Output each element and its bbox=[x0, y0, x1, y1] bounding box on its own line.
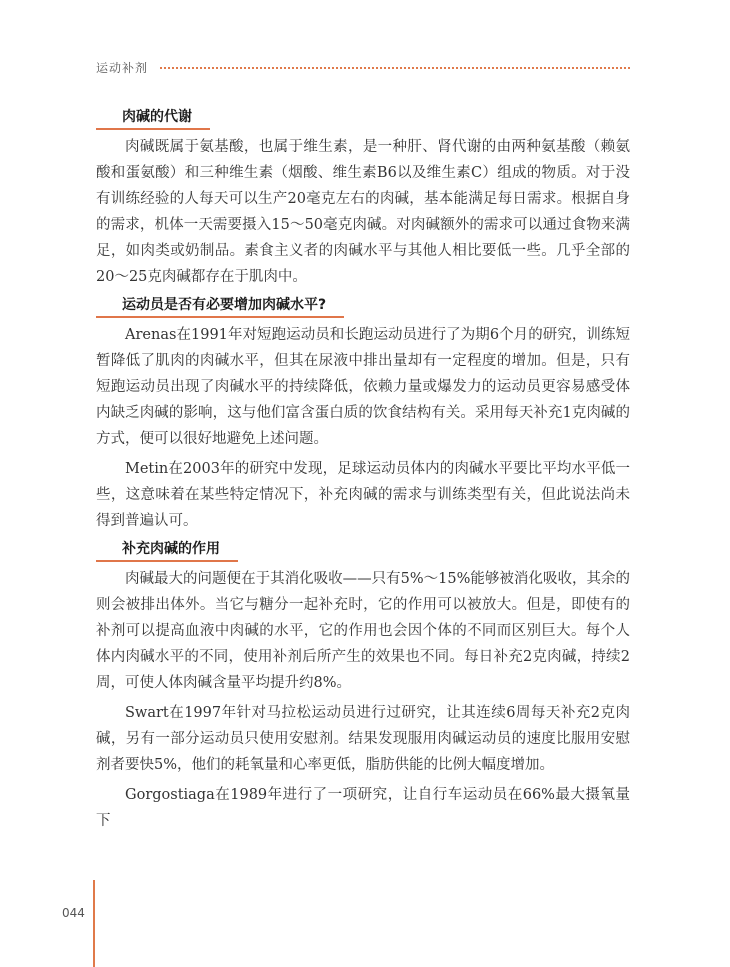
footer-vertical-rule bbox=[93, 880, 95, 967]
section-effects bbox=[96, 538, 630, 834]
section-title: 肉碱的代谢 bbox=[96, 108, 210, 130]
running-header bbox=[96, 60, 630, 76]
header-title: 运动补剂 bbox=[96, 61, 149, 75]
page-body bbox=[96, 106, 630, 838]
page-number: 044 bbox=[62, 906, 85, 920]
section-necessity bbox=[96, 294, 630, 534]
section-metabolism bbox=[96, 106, 630, 290]
paragraph: Gorgostiaga在1989年进行了一项研究，让自行车运动员在66%最大摄氧量下 bbox=[96, 787, 630, 829]
paragraph: Swart在1997年针对马拉松运动员进行过研究，让其连续6周每天补充2克肉碱，另有一部分运动员只使用安慰剂。结果发现服用肉碱运动员的速度比服用安慰剂者要快5%，他们的耗氧量和心率更低，脂肪供能的比例大幅度增加。 bbox=[96, 705, 630, 773]
paragraph: Metin在2003年的研究中发现，足球运动员体内的肉碱水平要比平均水平低一些，这意味着在某些特定情况下，补充肉碱的需求与训练类型有关，但此说法尚未得到普遍认可。 bbox=[96, 461, 630, 529]
paragraph: 肉碱既属于氨基酸，也属于维生素，是一种肝、肾代谢的由两种氨基酸（赖氨酸和蛋氨酸）和三种维生素（烟酸、维生素B6以及维生素C）组成的物质。对于没有训练经验的人每天可以生产20毫克左右的肉碱，基本能满足每日需求。根据自身的需求，机体一天需要摄入15～50毫克肉碱。对肉碱额外的需求可以通过食物来满足，如肉类或奶制品。素食主义者的肉碱水平与其他人相比要低一些。几乎全部的20～25克肉碱都存在于肌肉中。 bbox=[96, 139, 630, 285]
header-dotted-rule bbox=[160, 67, 630, 69]
section-title: 补充肉碱的作用 bbox=[96, 540, 238, 562]
paragraph: 肉碱最大的问题便在于其消化吸收——只有5%～15%能够被消化吸收，其余的则会被排出体外。当它与糖分一起补充时，它的作用可以被放大。但是，即使有的补剂可以提高血液中肉碱的水平，它的作用也会因个体的不同而区别巨大。每个人体内肉碱水平的不同，使用补剂后所产生的效果也不同。每日补充2克肉碱，持续2周，可使人体肉碱含量平均提升约8%。 bbox=[96, 571, 630, 691]
section-title: 运动员是否有必要增加肉碱水平? bbox=[96, 296, 344, 318]
paragraph: Arenas在1991年对短跑运动员和长跑运动员进行了为期6个月的研究，训练短暂降低了肌肉的肉碱水平，但其在尿液中排出量却有一定程度的增加。但是，只有短跑运动员出现了肉碱水平的持续降低，依赖力量或爆发力的运动员更容易感受体内缺乏肉碱的影响，这与他们富含蛋白质的饮食结构有关。采用每天补充1克肉碱的方式，便可以很好地避免上述问题。 bbox=[96, 327, 630, 447]
